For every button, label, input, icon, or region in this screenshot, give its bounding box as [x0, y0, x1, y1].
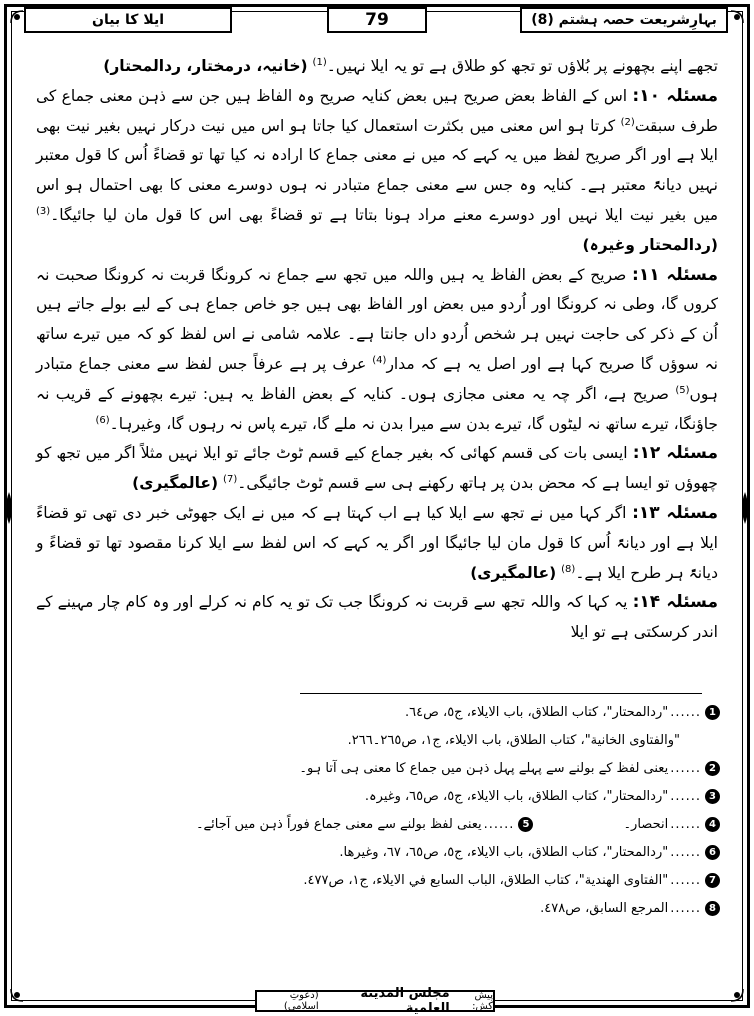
footnote-5-text: یعنی لفظ بولنے سے معنی جماع فوراً ذہن میں آجائے۔ — [195, 816, 482, 832]
masala-12-text: ایسی بات کی قسم کھائی کہ بغیر جماع کیے قسم ٹوٹ جائے تو ایلا نہیں مثلاً اگر میں تجھ کو چھوؤں تو ایسا ہے کہ محض بدن پر ہاتھ رکھنے ہی سے قسم ٹوٹ جائیگی۔ — [36, 444, 718, 493]
masala-14-label: مسئلہ ۱۴: — [632, 592, 718, 613]
masala-11-text-cont: عرف پر ہے عرفاً جس لفظ سے معنی جماع متبادر ہوں — [36, 354, 718, 403]
main-text — [36, 52, 718, 648]
footnote-6 — [40, 840, 720, 864]
footnote-1b — [40, 728, 720, 752]
masala-11-text-end: صریح ہے، اگر چہ یہ معنی مجازی ہوں۔ کنایہ کے بعض الفاظ یہ ہیں: تیرے بچھونے کے قریب نہ جاؤنگا، تیرے ساتھ نہ لیٹوں گا، تیرے بدن سے میرا بدن نہ ملے گا، تیرے پاس نہ رہوں گا، وغیرہا۔ — [36, 384, 718, 433]
masala-12-source: (عالمگیری) — [132, 474, 219, 493]
p0-source: (خانیہ، درمختار، ردالمحتار) — [103, 57, 308, 75]
footnote-6-text: "ردالمحتار"، کتاب الطلاق، باب الایلاء، ج٥، ص٦٥، ٦٧، وغیرها. — [339, 844, 669, 860]
footnote-3 — [40, 784, 720, 808]
masala-10-label: مسئلہ ۱۰: — [632, 85, 718, 106]
footnote-number-4: 4 — [705, 817, 720, 832]
masala-13-label: مسئلہ ۱۳: — [632, 502, 718, 523]
footnote-number-6: 6 — [705, 845, 720, 860]
footnote-8 — [40, 896, 720, 920]
footnote-dots: ...... — [483, 816, 515, 832]
masala-12-label: مسئلہ ۱۲: — [632, 443, 718, 464]
footnote-4-text: انحصار۔ — [623, 816, 669, 832]
masala-12 — [36, 439, 718, 499]
footnote-2-text: یعنی لفظ کے بولنے سے پہلے پہل ذہن میں جماع کا معنی ہی آتا ہو۔ — [299, 760, 669, 776]
footnote-4-5 — [40, 812, 720, 836]
side-ornament-right — [738, 490, 752, 526]
footnote-dots: ...... — [670, 872, 701, 888]
footnote-number-8: 8 — [705, 901, 720, 916]
masala-13-source: (عالمگیری) — [470, 563, 557, 582]
footnote-3-text: "ردالمحتار"، کتاب الطلاق، باب الایلاء، ج٥، ص٦٥، وغیرہ. — [364, 788, 669, 804]
masala-13-text: اگر کہا میں نے تجھ سے ایلا کیا ہے اب کہتا ہے کہ میں نے ایک جھوٹی خبر دی تھی تو قضاءً ایلا ہے اور دیانۃً اُس کا قول مان لیا جائیگا اور اگر یہ کہے کہ اس لفظ سے ایلا کرنا مقصود تھا تو قضاءً و دیانۃً ہر طرح ایلا ہے۔ — [36, 503, 718, 582]
footnote-ref-5: (5) — [675, 384, 690, 396]
publisher-footer — [255, 986, 495, 1016]
footnote-1 — [40, 700, 720, 724]
corner-ornament-bottom-left — [3, 979, 33, 1009]
footer-publisher: مجلس المدینة العلمیة — [360, 986, 450, 1016]
footnote-7-text: "الفتاوی الهندیة"، کتاب الطلاق، الباب السابع في الایلاء، ج١، ص٤٧٧. — [303, 872, 669, 888]
p0-text: تجھے اپنے بچھونے پر بُلاؤں تو تجھ کو طلاق ہے تو یہ ایلا نہیں۔ — [326, 57, 718, 75]
footnote-number-7: 7 — [705, 873, 720, 888]
footnote-ref-3: (3) — [36, 205, 51, 217]
footnote-dots: ...... — [670, 760, 701, 776]
masala-10-text-cont: کرتا ہو اس معنی میں بکثرت استعمال کیا جاتا ہو اس میں نیت درکار نہیں بغیر نیت بھی ایلا ہے اور اگر صریح لفظ میں یہ کہے کہ میں نے معنی جماع کا ارادہ نہ کیا تھا تو قضاءً اُس کا قول معتبر نہیں دیانۃً معتبر ہے۔ کنایہ وہ جس سے معنی جماع متبادر نہ ہوں دوسرے معنی کا بھی احتمال ہو اس میں بغیر نیت ایلا نہیں اور دوسرے معنے مراد ہونا بتاتا ہے تو قضاءً بھی اس کا قول مان لیا جائیگا۔ — [36, 116, 718, 224]
footnote-ref-2: (2) — [620, 116, 635, 128]
masala-10 — [36, 82, 718, 261]
book-title: بہارِشریعت حصہ ہشتم (8) — [520, 7, 728, 33]
masala-10-text: اس کے الفاظ بعض صریح ہیں بعض کنایہ صریح وہ الفاظ ہیں جن سے ذہن معنی جماع کی طرف سبقت — [36, 86, 719, 135]
footnote-1-text: "ردالمحتار"، کتاب الطلاق، باب الایلاء، ج٥، ص٦٤. — [405, 704, 669, 720]
footnote-ref-8: (8) — [561, 563, 576, 575]
masala-14-text: یہ کہا کہ واللہ تجھ سے قربت نہ کرونگا جب تک تو یہ کام نہ کرلے اور وہ کام چار مہینے کے اندر کرسکتی ہے تو ایلا — [36, 593, 718, 642]
footnote-number-1: 1 — [705, 705, 720, 720]
page-number: 79 — [327, 7, 427, 33]
footnote-1b-text: "والفتاوی الخانیة"، کتاب الطلاق، باب الایلاء، ج١، ص٢٦٥۔٢٦٦. — [347, 732, 680, 748]
paragraph-0 — [36, 52, 718, 82]
footnote-ref-1: (1) — [312, 56, 327, 68]
footnote-2 — [40, 756, 720, 780]
footnote-8-text: المرجع السابق، ص٤٧٨. — [540, 900, 669, 916]
footnote-dots: ...... — [670, 788, 701, 804]
footer-prefix: پیش کش: — [472, 990, 493, 1012]
masala-11 — [36, 261, 718, 440]
footnote-dots: ...... — [670, 844, 701, 860]
corner-ornament-bottom-right — [721, 979, 751, 1009]
footnotes — [40, 700, 720, 924]
masala-11-text: صریح کے بعض الفاظ یہ ہیں واللہ میں تجھ سے جماع نہ کرونگا قربت نہ کرونگا صحبت نہ کروں گا، وطی نہ کرونگا اور اُردو میں بعض اور الفاظ بھی ہیں جو خاص جماع ہی کے لیے بولے جاتے ہیں اُن کے ذکر کی حاجت نہیں ہر شخص اُردو داں جانتا ہے۔ علامہ شامی نے اس لفظ کو کہ میں تیرے ساتھ نہ سوؤں گا صریح کہا ہے اور اصل یہ ہے کہ مدار — [36, 265, 718, 373]
footnote-number-5: 5 — [518, 817, 533, 832]
masala-14 — [36, 588, 718, 648]
chapter-title: ایلا کا بیان — [24, 7, 232, 33]
masala-10-source: (ردالمحتار وغیرہ) — [582, 235, 718, 254]
footnote-separator — [300, 693, 702, 694]
footnote-dots: ...... — [670, 900, 701, 916]
masala-11-label: مسئلہ ۱۱: — [632, 264, 718, 285]
footnote-ref-4: (4) — [372, 354, 387, 366]
footer-org: (دعوتِ اسلامی) — [283, 990, 319, 1012]
side-ornament-left — [2, 490, 16, 526]
masala-13 — [36, 499, 718, 588]
footnote-dots: ...... — [670, 704, 701, 720]
footnote-dots: ...... — [670, 816, 701, 832]
footnote-number-2: 2 — [705, 761, 720, 776]
footnote-number-3: 3 — [705, 789, 720, 804]
footnote-ref-6: (6) — [95, 414, 110, 426]
footnote-ref-7: (7) — [223, 474, 238, 485]
footnote-7 — [40, 868, 720, 892]
